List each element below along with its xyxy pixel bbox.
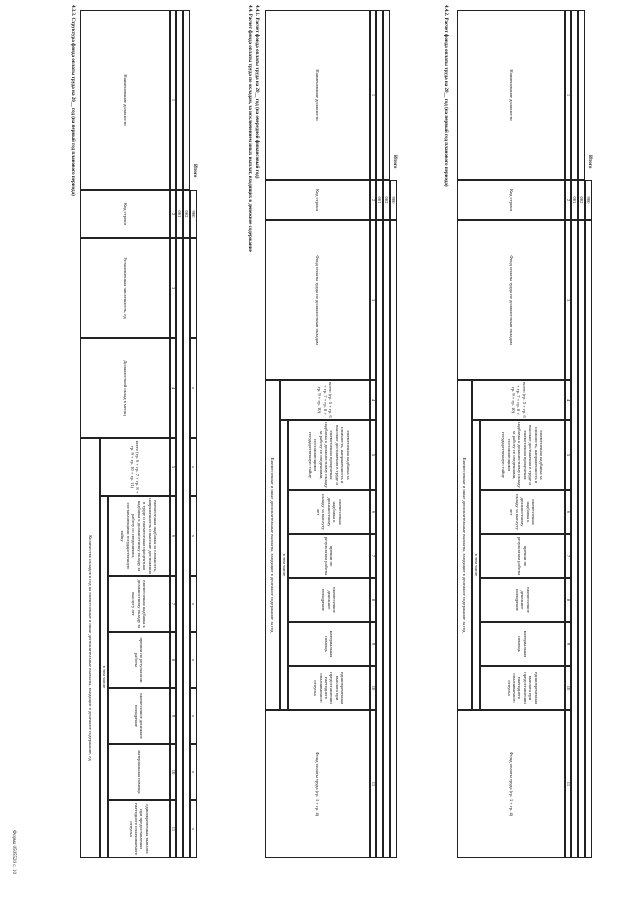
hdr-group: Количество окладов в год на ежемесячные и иные дополнительные выплаты, входящие в денежное содержание, ед: [80, 438, 100, 858]
hdr-c6: ежемесячная надбавка за сложность, напряженность и высокие достижения в труде и ежемесячная процентная надбавка к должностному окладу за работу со сведениями, составляющими государственную тайну: [108, 496, 170, 576]
hdr-fot: Фонд оплаты труда (гр. 3 + гр. 4): [457, 710, 565, 858]
section-433-title: 4.3.3. Структура фонда оплаты труда на 20__ год (на первый год планового периода): [70, 5, 75, 196]
total-label: Итого: [392, 155, 397, 169]
colnum: 5: [565, 420, 571, 490]
colnum: 8: [170, 632, 176, 688]
hdr-in-that: в том числе: [472, 420, 480, 710]
colnum: 1: [170, 10, 176, 190]
hdr-name: Наименование должности: [80, 10, 170, 190]
total-label: Итого: [587, 155, 592, 169]
hdr-c9: ежемесячное денежное поощрение: [108, 688, 170, 744]
colnum: 11: [370, 710, 376, 858]
colnum: 7: [370, 534, 376, 578]
total-code: 900: [585, 180, 592, 220]
hdr-c5: ежемесячная надбавка за сложность, напряженность и высокие достижения в труде и ежемесячная процентная надбавка к должностному окладу за работу со сведениями, составляющими государственную тайну: [480, 420, 565, 490]
hdr-c7: премии по результатам работы: [288, 534, 370, 578]
colnum: 6: [370, 490, 376, 534]
total-row[interactable]: [585, 220, 592, 858]
total-x: x: [190, 800, 197, 858]
hdr-c7: ежемесячная надбавка к должностному окладу за выслугу лет: [108, 576, 170, 632]
total-code: 900: [390, 180, 397, 220]
hdr-name: Наименование должности: [457, 10, 565, 180]
hdr-code: Код строки: [457, 180, 565, 220]
total-x: x: [190, 576, 197, 632]
hdr-in-that: в том числе: [280, 420, 288, 710]
colnum: 4: [170, 338, 176, 438]
section-441-title: 4.4.1. Расчет фонда оплаты труда на 20__ год (на очередной финансовый год): [254, 5, 259, 179]
table-row[interactable]: [571, 220, 578, 858]
colnum: 8: [565, 578, 571, 622]
hdr-staff: Установленная численность, ед: [80, 238, 170, 338]
row-code: 001: [176, 190, 183, 238]
hdr-c8: премии по результатам работы: [108, 632, 170, 688]
colnum: 1: [370, 10, 376, 180]
colnum: 2: [370, 180, 376, 220]
colnum: 5: [170, 438, 176, 496]
total-code: 900: [190, 190, 197, 238]
total-label: Итого: [192, 164, 197, 178]
colnum: 7: [565, 534, 571, 578]
row-code: 001: [376, 180, 383, 220]
hdr-code: Код строки: [265, 180, 370, 220]
section-44-title: 4.4. Расчет фонда оплаты труда по окладам, за исключением иных выплат, входящих в денежное содержание: [247, 5, 252, 252]
hdr-c8: ежемесячное денежное поощрение: [288, 578, 370, 622]
hdr-c10: материальная помощь: [108, 744, 170, 800]
hdr-c5: ежемесячная надбавка за сложность, напряженность и высокие достижения в труде и ежемесячная процентная надбавка к должностному окладу за работу со сведениями, составляющими государственную тайну: [288, 420, 370, 490]
colnum: 6: [170, 496, 176, 576]
colnum: 3: [370, 220, 376, 380]
colnum: 11: [565, 710, 571, 858]
table-cell[interactable]: [578, 10, 585, 180]
colnum: 10: [370, 666, 376, 710]
hdr-fot: Фонд оплаты труда (гр. 3 + гр. 4): [265, 710, 370, 858]
hdr-fot-salary: Фонд оплаты труда по должностным окладам: [457, 220, 565, 380]
hdr-total: всего (гр. 5 + гр. 6 + гр. 7 + гр. 8 + гр. 9 + гр. 10): [280, 380, 370, 420]
section-442-title: 4.4.2. Расчет фонда оплаты труда на 20__ год (на первый год планового периода): [443, 5, 448, 187]
table-row[interactable]: [578, 220, 585, 858]
hdr-total: всего (гр. 5 + гр. 6 + гр. 7 + гр. 8 + гр. 9 + гр. 10): [472, 380, 565, 420]
hdr-c6: ежемесячная надбавка к должностному окладу за выслугу лет: [480, 490, 565, 534]
table-row[interactable]: [376, 220, 383, 858]
colnum: 6: [565, 490, 571, 534]
total-x: x: [190, 438, 197, 496]
colnum: 10: [565, 666, 571, 710]
colnum: 3: [565, 220, 571, 380]
hdr-name: Наименование должности: [265, 10, 370, 180]
table-row[interactable]: [383, 220, 390, 858]
hdr-code: Код строки: [80, 190, 170, 238]
colnum: 9: [565, 622, 571, 666]
row-code: 002: [383, 180, 390, 220]
table-row[interactable]: [183, 238, 190, 858]
total-x: x: [190, 688, 197, 744]
colnum: 9: [170, 688, 176, 744]
hdr-salary: Должностной оклад в месяц: [80, 338, 170, 438]
form-code: Форма 0505520 с. 10: [11, 830, 16, 874]
colnum: 8: [370, 578, 376, 622]
colnum: 11: [170, 800, 176, 858]
hdr-c10: единовременная выплата при предоставлении ежегодного оплачиваемого отпуска: [480, 666, 565, 710]
hdr-c6: ежемесячная надбавка к должностному окладу за выслугу лет: [288, 490, 370, 534]
total-row[interactable]: [390, 220, 397, 858]
hdr-c9: материальная помощь: [288, 622, 370, 666]
total-x: x: [190, 744, 197, 800]
row-code: 002: [183, 190, 190, 238]
hdr-group: Ежемесячные и иные дополнительные выплаты, входящие в денежное содержание за год: [265, 380, 280, 710]
hdr-group: Ежемесячные и иные дополнительные выплаты, входящие в денежное содержание за год: [457, 380, 472, 710]
colnum: 10: [170, 744, 176, 800]
total-x: x: [190, 496, 197, 576]
hdr-total: всего (гр. 6 + гр. 7 + гр. 8 + гр. 9 + гр. 10 + гр. 11): [100, 438, 170, 496]
colnum: 3: [170, 238, 176, 338]
hdr-c9: материальная помощь: [480, 622, 565, 666]
colnum: 7: [170, 576, 176, 632]
row-code: 001: [571, 180, 578, 220]
table-row[interactable]: [176, 238, 183, 858]
total-staff[interactable]: [190, 238, 197, 338]
colnum: 1: [565, 10, 571, 180]
hdr-c7: премии по результатам работы: [480, 534, 565, 578]
colnum: 4: [370, 380, 376, 420]
hdr-fot-salary: Фонд оплаты труда по должностным окладам: [265, 220, 370, 380]
colnum: 4: [565, 380, 571, 420]
table-cell[interactable]: [571, 10, 578, 180]
colnum: 5: [370, 420, 376, 490]
hdr-c10: единовременная выплата при предоставлении ежегодного оплачиваемого отпуска: [288, 666, 370, 710]
table-cell[interactable]: [376, 10, 383, 180]
table-cell[interactable]: [176, 10, 183, 190]
total-x: x: [190, 338, 197, 438]
colnum: 2: [170, 190, 176, 238]
hdr-c8: ежемесячное денежное поощрение: [480, 578, 565, 622]
hdr-in-that: в том числе: [100, 496, 108, 858]
row-code: 002: [578, 180, 585, 220]
hdr-c11: единовременная выплата при предоставлении ежегодного оплачиваемого отпуска: [108, 800, 170, 858]
table-cell[interactable]: [183, 10, 190, 190]
table-cell[interactable]: [383, 10, 390, 180]
colnum: 9: [370, 622, 376, 666]
colnum: 2: [565, 180, 571, 220]
total-x: x: [190, 632, 197, 688]
